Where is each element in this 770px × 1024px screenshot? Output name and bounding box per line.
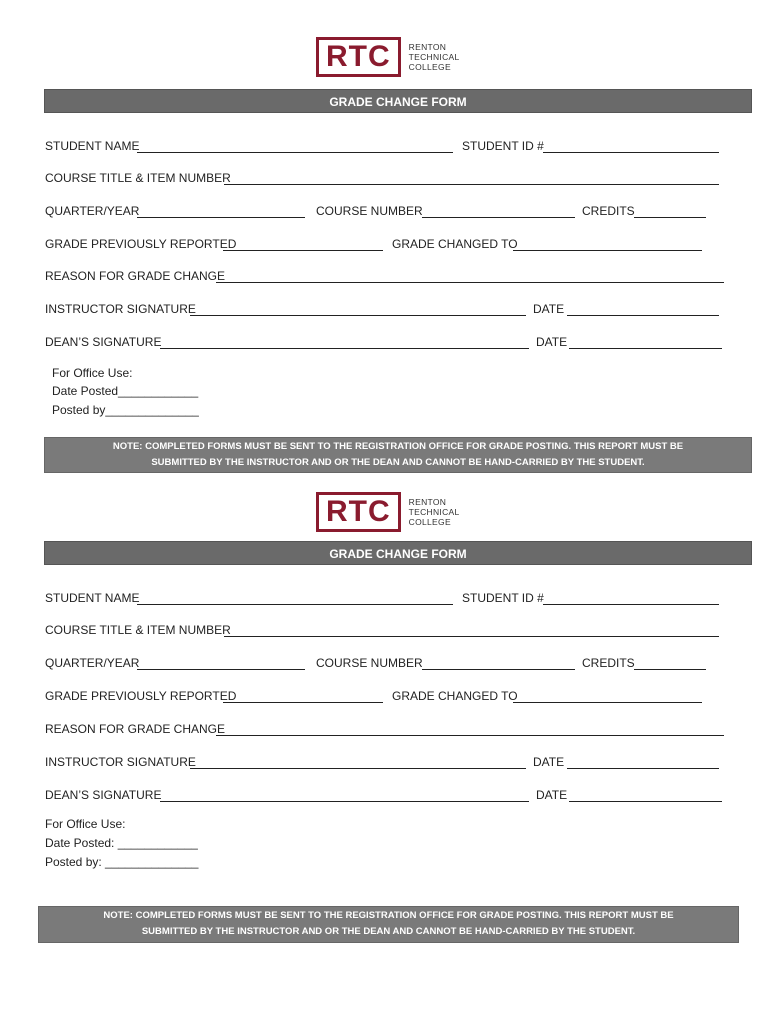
- student-name-field[interactable]: [137, 152, 453, 153]
- dean-date-field[interactable]: [569, 801, 722, 802]
- student-id-label: STUDENT ID #: [462, 591, 544, 605]
- instructor-signature-label: INSTRUCTOR SIGNATURE: [45, 302, 196, 316]
- student-name-field[interactable]: [137, 604, 453, 605]
- form-title-bar: GRADE CHANGE FORM: [44, 89, 752, 113]
- student-name-label: STUDENT NAME: [45, 591, 140, 605]
- course-number-label: COURSE NUMBER: [316, 656, 423, 670]
- instructor-date-field[interactable]: [567, 768, 719, 769]
- instructor-signature-label: INSTRUCTOR SIGNATURE: [45, 755, 196, 769]
- rtc-logo: [316, 37, 460, 77]
- posted-by-field[interactable]: Posted by: ______________: [45, 855, 199, 869]
- course-number-field[interactable]: [422, 669, 575, 670]
- logo-wordmark: RENTON TECHNICAL COLLEGE: [408, 497, 460, 527]
- credits-field[interactable]: [634, 217, 706, 218]
- quarter-year-field[interactable]: [137, 669, 305, 670]
- date-posted-field[interactable]: Date Posted: ____________: [45, 836, 198, 850]
- credits-field[interactable]: [634, 669, 706, 670]
- instructor-signature-field[interactable]: [190, 315, 526, 316]
- student-id-field[interactable]: [543, 152, 719, 153]
- student-id-field[interactable]: [543, 604, 719, 605]
- note-banner: NOTE: COMPLETED FORMS MUST BE SENT TO THE REGISTRATION OFFICE FOR GRADE POSTING. THIS REPORT MUST BE SUBMITTED BY THE INSTRUCTOR AND OR THE DEAN AND CANNOT BE HAND-CARRIED BY THE STUDENT.: [38, 906, 739, 943]
- grade-changed-label: GRADE CHANGED TO: [392, 689, 518, 703]
- course-title-label: COURSE TITLE & ITEM NUMBER: [45, 171, 231, 185]
- instructor-signature-field[interactable]: [190, 768, 526, 769]
- course-number-field[interactable]: [422, 217, 575, 218]
- deans-signature-field[interactable]: [160, 801, 529, 802]
- grade-changed-field[interactable]: [513, 702, 702, 703]
- credits-label: CREDITS: [582, 204, 635, 218]
- quarter-year-label: QUARTER/YEAR: [45, 656, 140, 670]
- grade-previously-field[interactable]: [223, 250, 383, 251]
- credits-label: CREDITS: [582, 656, 635, 670]
- logo-mark: RTC: [316, 37, 401, 77]
- date-label: DATE: [536, 335, 568, 349]
- grade-changed-field[interactable]: [513, 250, 702, 251]
- course-title-field[interactable]: [224, 184, 719, 185]
- course-number-label: COURSE NUMBER: [316, 204, 423, 218]
- dean-date-field[interactable]: [569, 348, 722, 349]
- course-title-field[interactable]: [224, 636, 719, 637]
- logo-wordmark: RENTON TECHNICAL COLLEGE: [408, 42, 460, 72]
- reason-field[interactable]: [216, 735, 724, 736]
- date-label: DATE: [536, 788, 568, 802]
- deans-signature-field[interactable]: [160, 348, 529, 349]
- student-name-label: STUDENT NAME: [45, 139, 140, 153]
- reason-label: REASON FOR GRADE CHANGE: [45, 722, 226, 736]
- quarter-year-label: QUARTER/YEAR: [45, 204, 140, 218]
- deans-signature-label: DEAN’S SIGNATURE: [45, 788, 162, 802]
- grade-previously-label: GRADE PREVIOUSLY REPORTED: [45, 237, 237, 251]
- posted-by-field[interactable]: Posted by______________: [52, 403, 199, 417]
- office-use-heading: For Office Use:: [45, 817, 126, 831]
- date-posted-field[interactable]: Date Posted____________: [52, 384, 199, 398]
- office-use-heading: For Office Use:: [52, 366, 133, 380]
- student-id-label: STUDENT ID #: [462, 139, 544, 153]
- date-label: DATE: [533, 302, 565, 316]
- grade-previously-label: GRADE PREVIOUSLY REPORTED: [45, 689, 237, 703]
- grade-previously-field[interactable]: [223, 702, 383, 703]
- course-title-label: COURSE TITLE & ITEM NUMBER: [45, 623, 231, 637]
- reason-label: REASON FOR GRADE CHANGE: [45, 269, 226, 283]
- form-title-bar: GRADE CHANGE FORM: [44, 541, 752, 565]
- date-label: DATE: [533, 755, 565, 769]
- logo-mark: RTC: [316, 492, 401, 532]
- reason-field[interactable]: [216, 282, 724, 283]
- quarter-year-field[interactable]: [137, 217, 305, 218]
- note-banner: NOTE: COMPLETED FORMS MUST BE SENT TO THE REGISTRATION OFFICE FOR GRADE POSTING. THIS REPORT MUST BE SUBMITTED BY THE INSTRUCTOR AND OR THE DEAN AND CANNOT BE HAND-CARRIED BY THE STUDENT.: [44, 437, 752, 473]
- rtc-logo: [316, 492, 460, 532]
- instructor-date-field[interactable]: [567, 315, 719, 316]
- grade-changed-label: GRADE CHANGED TO: [392, 237, 518, 251]
- deans-signature-label: DEAN’S SIGNATURE: [45, 335, 162, 349]
